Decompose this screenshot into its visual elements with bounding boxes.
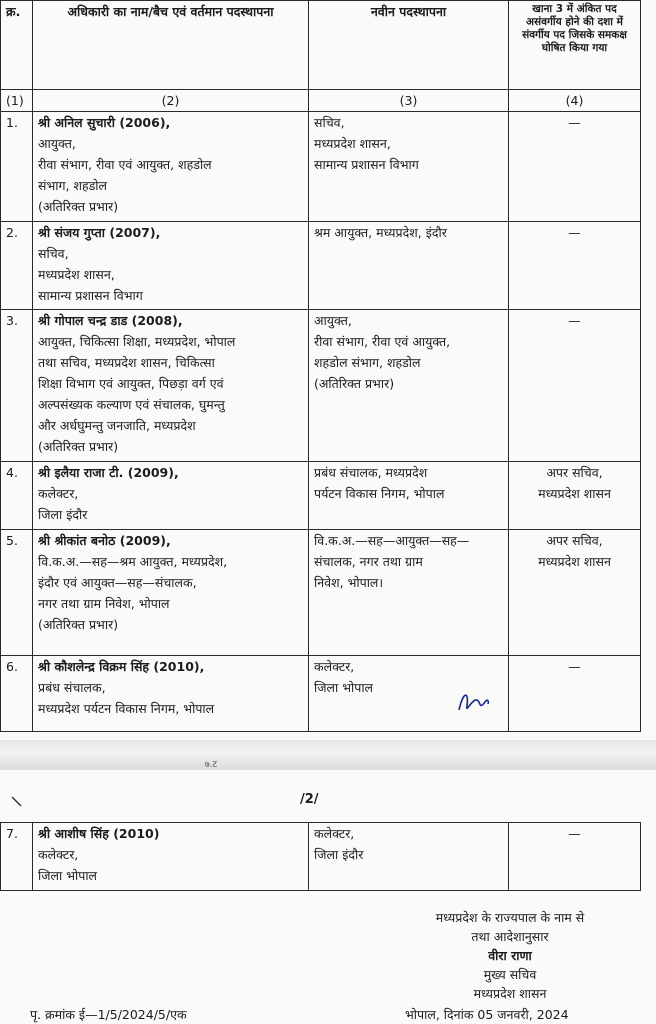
initials-signature: [455, 688, 491, 716]
equivalent-post-cell: [509, 530, 641, 656]
officer-name: श्री संजय गुप्ता (2007),: [38, 225, 161, 240]
serial-number: 2.: [1, 222, 33, 310]
equivalent-post-line: मध्यप्रदेश शासन: [538, 486, 611, 501]
posting-table-continued: [0, 822, 641, 891]
order-line: तथा आदेशानुसार: [471, 929, 549, 944]
new-posting-line: पर्यटन विकास निगम, भोपाल: [314, 486, 445, 501]
new-posting-cell: [309, 462, 509, 530]
new-posting-line: जिला इंदौर: [314, 847, 364, 862]
current-posting-line: इंदौर एवं आयुक्त—सह—संचालक,: [38, 575, 197, 590]
equivalent-post-cell: [509, 462, 641, 530]
new-posting-line: संचालक, नगर तथा ग्राम: [314, 554, 423, 569]
signing-officer: वीरा राणा: [488, 948, 532, 963]
officer-cell: [33, 462, 309, 530]
table-body: [1, 823, 641, 891]
new-posting-line: (अतिरिक्त प्रभार): [314, 376, 395, 391]
current-posting-line: कलेक्टर,: [38, 847, 79, 862]
serial-number: 4.: [1, 462, 33, 530]
officer-cell: [33, 530, 309, 656]
new-posting-line: कलेक्टर,: [314, 659, 355, 674]
equivalent-post-cell: [509, 222, 641, 310]
equivalent-post-line: —: [568, 225, 581, 240]
current-posting-line: (अतिरिक्त प्रभार): [38, 617, 119, 632]
officer-name: श्री गोपाल चन्द्र डाड (2008),: [38, 313, 183, 328]
table-row: [1, 656, 641, 732]
serial-number: 7.: [1, 823, 33, 891]
new-posting-cell: [309, 823, 509, 891]
header-serial: क्र.: [1, 1, 33, 90]
column-number: (2): [33, 90, 309, 112]
equivalent-post-cell: [509, 656, 641, 732]
current-posting-line: रीवा संभाग, रीवा एवं आयुक्त, शहडोल: [38, 157, 212, 172]
equivalent-post-line: —: [568, 826, 581, 841]
new-posting-line: मध्यप्रदेश शासन,: [314, 136, 391, 151]
issue-date: भोपाल, दिनांक 05 जनवरी, 2024: [405, 1007, 569, 1022]
office: मध्यप्रदेश शासन: [473, 986, 547, 1001]
officer-cell: [33, 222, 309, 310]
signature-block: [390, 908, 630, 1003]
current-posting-line: (अतिरिक्त प्रभार): [38, 199, 119, 214]
new-posting-line: वि.क.अ.—सह—आयुक्त—सह—: [314, 533, 470, 548]
column-number: (3): [309, 90, 509, 112]
table-header-row: [1, 1, 641, 90]
equivalent-post-line: अपर सचिव,: [546, 465, 603, 480]
column-number: (1): [1, 90, 33, 112]
current-posting-line: जिला भोपाल: [38, 868, 98, 883]
new-posting-cell: [309, 222, 509, 310]
officer-cell: [33, 112, 309, 222]
officer-name: श्री कौशलेन्द्र विक्रम सिंह (2010),: [38, 659, 205, 674]
table-row: [1, 823, 641, 891]
page-number: /2/: [300, 792, 319, 807]
officer-name: श्री अनिल सुचारी (2006),: [38, 115, 171, 130]
current-posting-line: और अर्धघुमन्तु जनजाति, मध्यप्रदेश: [38, 418, 196, 433]
current-posting-line: मध्यप्रदेश पर्यटन विकास निगम, भोपाल: [38, 701, 215, 716]
officer-cell: [33, 310, 309, 462]
table-row: [1, 462, 641, 530]
new-posting-line: प्रबंध संचालक, मध्यप्रदेश: [314, 465, 428, 480]
officer-name: श्री इलैया राजा टी. (2009),: [38, 465, 179, 480]
table-row: [1, 530, 641, 656]
officer-cell: [33, 656, 309, 732]
new-posting-line: कलेक्टर,: [314, 826, 355, 841]
page-fold: [0, 740, 656, 770]
new-posting-line: आयुक्त,: [314, 313, 352, 328]
equivalent-post-cell: [509, 823, 641, 891]
new-posting-line: श्रम आयुक्त, मध्यप्रदेश, इंदौर: [314, 225, 447, 240]
authority-line: मध्यप्रदेश के राज्यपाल के नाम से: [435, 910, 585, 925]
officer-name: श्री आशीष सिंह (2010): [38, 826, 160, 841]
current-posting-line: (अतिरिक्त प्रभार): [38, 439, 119, 454]
header-equivalent-post: खाना 3 में अंकित पद असंवर्गीय होने की दशा में संवर्गीय पद जिसके समकक्ष घोषित किया गया: [509, 1, 641, 90]
new-posting-line: सामान्य प्रशासन विभाग: [314, 157, 419, 172]
serial-number: 1.: [1, 112, 33, 222]
new-posting-cell: [309, 530, 509, 656]
equivalent-post-line: —: [568, 115, 581, 130]
officer-cell: [33, 823, 309, 891]
new-posting-cell: [309, 112, 509, 222]
equivalent-post-line: —: [568, 313, 581, 328]
smudge-mark: ७.ट: [205, 760, 218, 770]
column-number-row: [1, 90, 641, 112]
table-body: [1, 112, 641, 732]
new-posting-line: सचिव,: [314, 115, 345, 130]
new-posting-line: जिला भोपाल: [314, 680, 374, 695]
officer-name: श्री श्रीकांत बनोठ (2009),: [38, 533, 171, 548]
table-row: [1, 222, 641, 310]
header-officer: अधिकारी का नाम/बैच एवं वर्तमान पदस्थापना: [33, 1, 309, 90]
new-posting-line: रीवा संभाग, रीवा एवं आयुक्त,: [314, 334, 451, 349]
pen-mark: [10, 795, 24, 809]
reference-number: पृ. क्रमांक ई—1/5/2024/5/एक: [30, 1007, 187, 1022]
equivalent-post-cell: [509, 310, 641, 462]
current-posting-line: सामान्य प्रशासन विभाग: [38, 288, 143, 303]
header-new-posting: नवीन पदस्थापना: [309, 1, 509, 90]
current-posting-line: शिक्षा विभाग एवं आयुक्त, पिछड़ा वर्ग एवं: [38, 376, 224, 391]
new-posting-line: शहडोल संभाग, शहडोल: [314, 355, 421, 370]
serial-number: 5.: [1, 530, 33, 656]
current-posting-line: तथा सचिव, मध्यप्रदेश शासन, चिकित्सा: [38, 355, 215, 370]
serial-number: 3.: [1, 310, 33, 462]
column-number: (4): [509, 90, 641, 112]
equivalent-post-line: अपर सचिव,: [546, 533, 603, 548]
current-posting-line: आयुक्त,: [38, 136, 76, 151]
current-posting-line: संभाग, शहडोल: [38, 178, 107, 193]
current-posting-line: मध्यप्रदेश शासन,: [38, 267, 115, 282]
new-posting-line: निवेश, भोपाल।: [314, 575, 384, 590]
equivalent-post-cell: [509, 112, 641, 222]
current-posting-line: अल्पसंख्यक कल्याण एवं संचालक, घुमन्तु: [38, 397, 225, 412]
current-posting-line: कलेक्टर,: [38, 486, 79, 501]
table-row: [1, 112, 641, 222]
current-posting-line: जिला इंदौर: [38, 507, 88, 522]
equivalent-post-line: —: [568, 659, 581, 674]
current-posting-line: सचिव,: [38, 246, 69, 261]
current-posting-line: नगर तथा ग्राम निवेश, भोपाल: [38, 596, 170, 611]
designation: मुख्य सचिव: [483, 967, 537, 982]
serial-number: 6.: [1, 656, 33, 732]
current-posting-line: वि.क.अ.—सह—श्रम आयुक्त, मध्यप्रदेश,: [38, 554, 228, 569]
table-row: [1, 310, 641, 462]
new-posting-cell: [309, 310, 509, 462]
current-posting-line: आयुक्त, चिकित्सा शिक्षा, मध्यप्रदेश, भोपाल: [38, 334, 236, 349]
current-posting-line: प्रबंध संचालक,: [38, 680, 106, 695]
equivalent-post-line: मध्यप्रदेश शासन: [538, 554, 611, 569]
